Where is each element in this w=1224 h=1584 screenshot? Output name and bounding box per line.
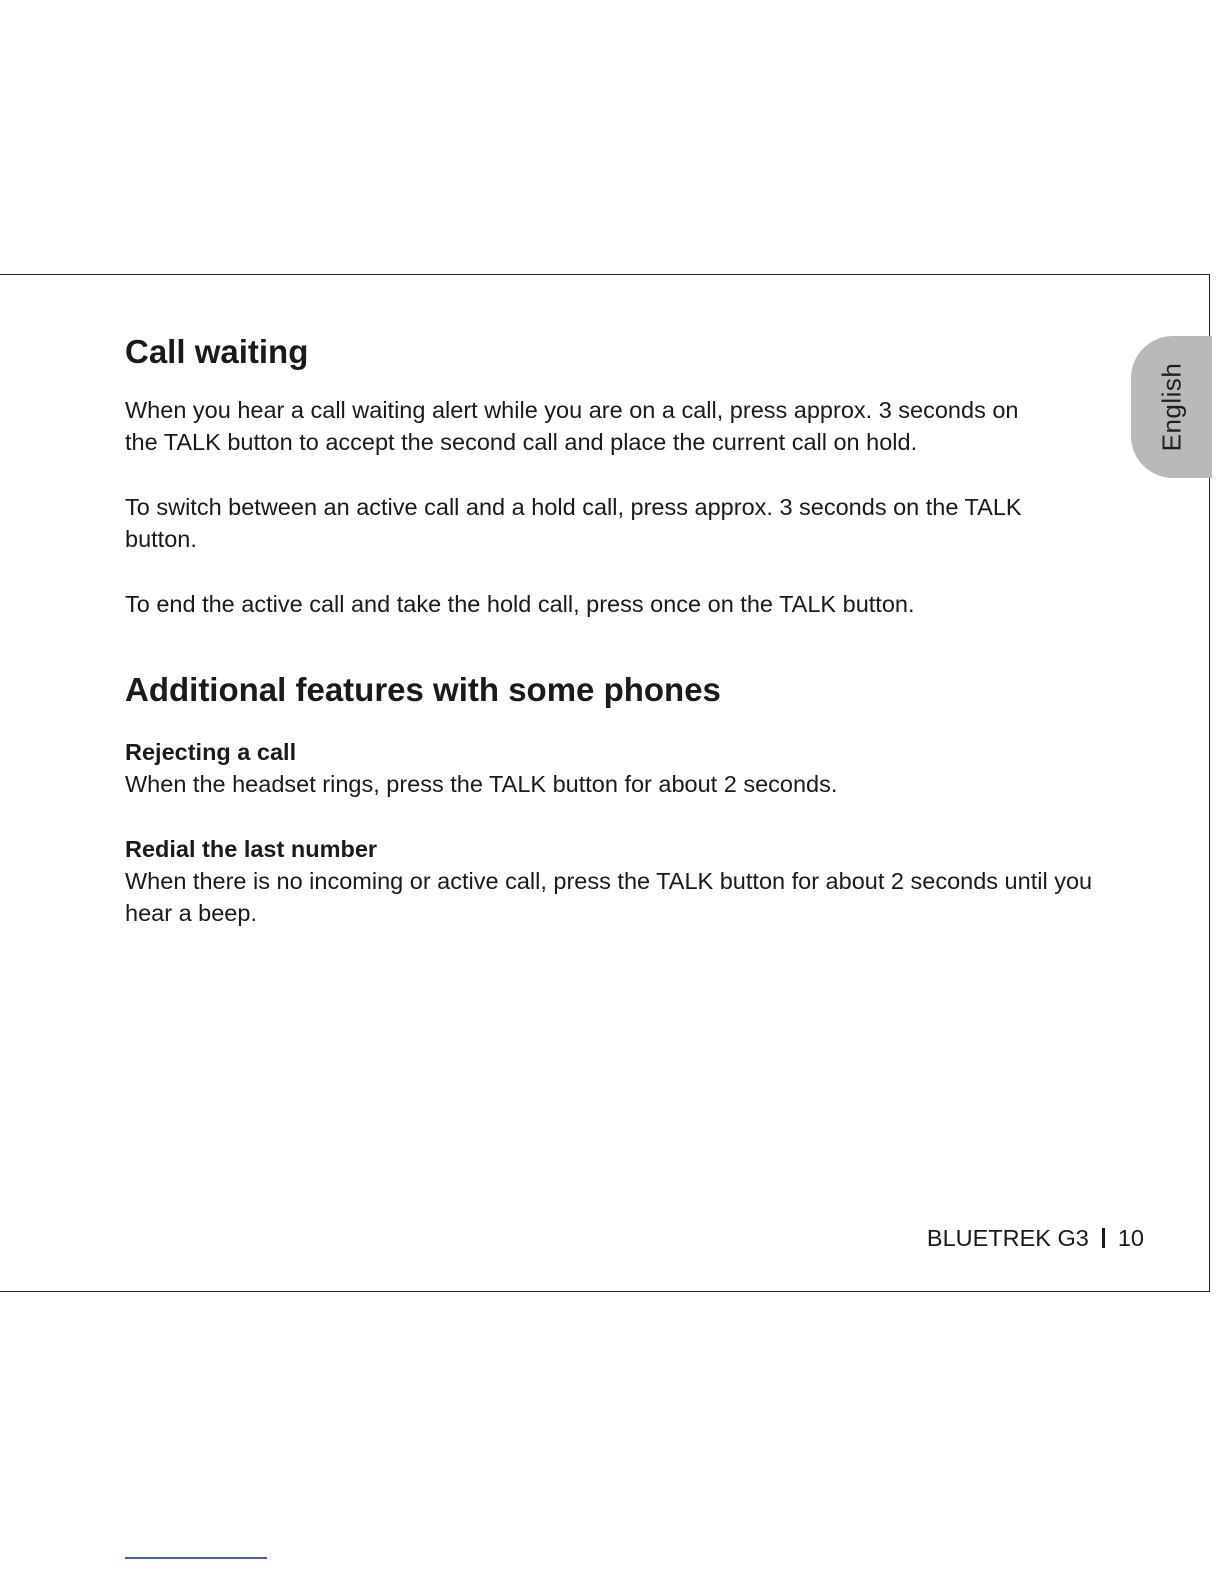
language-tab bbox=[1131, 336, 1212, 478]
page-footer bbox=[927, 1222, 1144, 1254]
footer-product-name: BLUETREK G3 bbox=[926, 1225, 1089, 1251]
footer-page-number: 10 bbox=[1117, 1225, 1144, 1251]
feature-redial-last-number bbox=[125, 833, 1125, 929]
feature-title: Redial the last number bbox=[125, 836, 378, 862]
page-content bbox=[125, 330, 1125, 962]
call-waiting-heading: Call waiting bbox=[125, 333, 309, 370]
call-waiting-paragraph-3: To end the active call and take the hold call, press once on the TALK button. bbox=[125, 591, 915, 617]
feature-rejecting-call bbox=[125, 736, 1125, 800]
call-waiting-paragraph-1: When you hear a call waiting alert while you are on a call, press approx. 3 seconds on the TALK button to accept the second call and place the current call on hold. bbox=[125, 397, 1019, 455]
call-waiting-paragraph-2: To switch between an active call and a hold call, press approx. 3 seconds on the TALK button. bbox=[125, 494, 1022, 552]
footer-separator bbox=[1102, 1228, 1105, 1248]
language-tab-label: English bbox=[1156, 362, 1186, 452]
feature-text: When the headset rings, press the TALK button for about 2 seconds. bbox=[125, 771, 838, 797]
feature-title: Rejecting a call bbox=[125, 739, 297, 765]
feature-text: When there is no incoming or active call, press the TALK button for about 2 seconds until you hear a beep. bbox=[125, 868, 1093, 926]
bottom-rule bbox=[125, 1557, 267, 1559]
additional-features-heading: Additional features with some phones bbox=[125, 671, 721, 708]
